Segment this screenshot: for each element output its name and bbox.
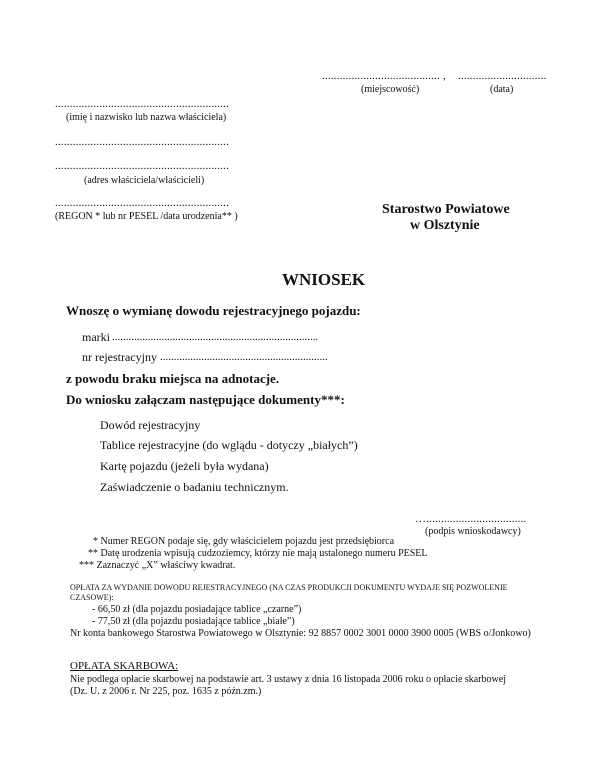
registration-number-dots[interactable]: .............................................................	[160, 351, 328, 363]
bank-account: Nr konta bankowego Starostwa Powiatowego w Olsztynie: 92 8857 0002 3001 0000 3900 0005 (WBS o/Jonkowo)	[70, 628, 531, 639]
attachment-item: Dowód rejestracyjny	[100, 418, 201, 432]
fee-heading-1: OPŁATA ZA WYDANIE DOWODU REJESTRACYJNEGO (NA CZAS PRODUKCJI DOKUMENTU WYDAJE SIĘ POZWOLENIE	[70, 583, 508, 592]
signature-dots[interactable]: …..................................	[415, 513, 527, 525]
vehicle-make-dots[interactable]: ...........................................................................	[112, 331, 319, 343]
footnote-regon: * Numer REGON podaje się, gdy właścicielem pojazdu jest przedsiębiorca	[93, 536, 395, 547]
fee-item-black-plates: - 66,50 zł (dla pojazdu posiadające tablice „czarne”)	[92, 604, 302, 615]
stamp-fee-heading: OPŁATA SKARBOWA:	[70, 660, 179, 672]
request-reason: z powodu braku miejsca na adnotacje.	[66, 371, 280, 386]
owner-address-label: (adres właściciela/właścicieli)	[84, 175, 205, 186]
fee-item-white-plates: - 77,50 zł (dla pojazdu posiadające tablice „białe”)	[92, 616, 295, 627]
signature-label: (podpis wnioskodawcy)	[425, 526, 521, 537]
request-intro: Wnoszę o wymianę dowodu rejestracyjnego pojazdu:	[66, 303, 361, 318]
date-label: (data)	[490, 84, 514, 95]
recipient-line-2: w Olsztynie	[410, 218, 480, 233]
stamp-fee-line-1: Nie podlega opłacie skarbowej na podstawie art. 3 ustawy z dnia 16 listopada 2006 roku o opłacie skarbowej	[70, 674, 506, 685]
owner-address-dots-1[interactable]: ...........................................................	[55, 136, 230, 148]
footnote-mark-x: *** Zaznaczyć „X” właściwy kwadrat.	[79, 560, 236, 571]
page-title: WNIOSEK	[282, 270, 366, 289]
stamp-fee-line-2: (Dz. U. z 2006 r. Nr 225, poz. 1635 z późn.zm.)	[70, 686, 262, 697]
attachments-intro: Do wniosku załączam następujące dokumenty***:	[66, 392, 345, 407]
attachment-item: Kartę pojazdu (jeżeli była wydana)	[100, 459, 269, 473]
place-label: (miejscowość)	[361, 84, 420, 95]
footnote-birthdate: ** Datę urodzenia wpisują cudzoziemcy, którzy nie mają ustalonego numeru PESEL	[88, 548, 428, 559]
vehicle-make-label: marki	[82, 330, 110, 344]
date-dots[interactable]: ..............................	[458, 70, 547, 82]
fee-heading-2: CZASOWE):	[70, 593, 114, 602]
attachment-item: Tablice rejestracyjne (do wglądu - dotyczy „białych”)	[100, 438, 358, 452]
owner-name-label: (imię i nazwisko lub nazwa właściciela)	[66, 112, 227, 123]
owner-name-dots[interactable]: ...........................................................	[55, 98, 230, 110]
attachment-item: Zaświadczenie o badaniu technicznym.	[100, 480, 289, 494]
recipient-line-1: Starostwo Powiatowe	[382, 202, 510, 217]
regon-dots[interactable]: ...........................................................	[55, 197, 230, 209]
regon-label: (REGON * lub nr PESEL /data urodzenia** )	[55, 211, 238, 222]
owner-address-dots-2[interactable]: ...........................................................	[55, 160, 230, 172]
place-dots[interactable]: ........................................ ,	[322, 70, 446, 82]
registration-number-label: nr rejestracyjny	[82, 350, 157, 364]
